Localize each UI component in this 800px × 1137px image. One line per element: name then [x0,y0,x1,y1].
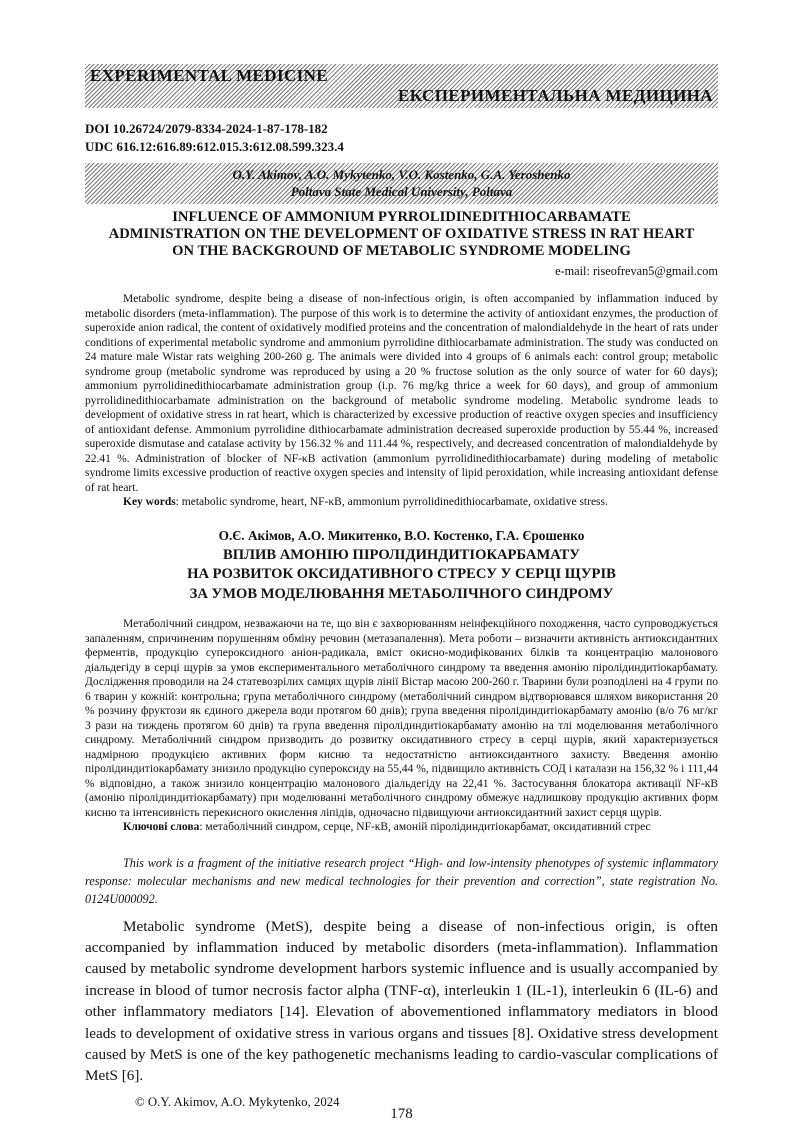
keywords-en-label: Key words [123,496,176,508]
article-title-ua-line: ЗА УМОВ МОДЕЛЮВАННЯ МЕТАБОЛІЧНОГО СИНДРОМУ [189,585,614,602]
zigzag-separator [85,839,718,846]
authors-en: O.Y. Akimov, A.O. Mykytenko, V.O. Kostenko, G.A. Yeroshenko [232,167,571,182]
authors-ua: О.Є. Акімов, А.О. Микитенко, В.О. Костенко, Г.А. Єрошенко [218,527,585,543]
article-title-en-line: INFLUENCE OF AMMONIUM PYRROLIDINEDITHIOCARBAMATE [172,209,631,225]
body-paragraph: Metabolic syndrome (MetS), despite being a disease of non-infectious origin, is often accompanied by inflammation induced by metabolic disorders (meta-inflammation). Inflammation caused by metabolic syndrome development harbors systemic influence and is usually accompanied by increase in blood of tumor necrosis factor alpha (TNF-α), interleukin 1 (IL-1), interleukin 6 (IL-6) and other inflammatory mediators [14]. Elevation of abovementioned inflammatory mediators in blood leads to development of oxidative stress in various organs and tissues [8]. Oxidative stress development caused by MetS is one of the key pathogenetic mechanisms leading to cardio-vascular complications of MetS [6]. [85,917,718,1085]
article-title-en-line: ON THE BACKGROUND OF METABOLIC SYNDROME MODELING [172,243,631,259]
abstract-en [85,292,718,510]
article-title-en [85,209,718,260]
zigzag-separator [85,283,718,290]
article-title-ua [85,546,718,605]
doi-line: DOI 10.26724/2079-8334-2024-1-87-178-182 [85,121,328,136]
keywords-ua-text: : метаболічний синдром, серце, NF-кВ, амоній піролідиндитіокарбамат, оксидативний стрес [199,821,651,833]
abstract-en-text: Metabolic syndrome, despite being a disease of non-infectious origin, is often accompanied by inflammation induced by metabolic disorders (meta-inflammation). The purpose of this work is to determine the activity of antioxidant enzymes, the production of superoxide anion radical, the content of oxidatively modified proteins and the concentration of malondialdehyde in the heart of rats under conditions of experimental metabolic syndrome and ammonium pyrrolidine dithiocarbamate administration. The study was conducted on 24 mature male Wistar rats weighing 200-260 g. The animals were divided into 4 groups of 6 animals each: control group; metabolic syndrome group (metabolic syndrome was reproduced by using a 20 % fructose solution as the only source of water for 60 days); ammonium pyrrolidinedithiocarbamate administration group (i.p. 76 mg/kg thrice a week for 60 days), and group of ammonium pyrrolidinedithiocarbamate administration on the background of metabolic syndrome modeling. Metabolic syndrome leads to development of oxidative stress in rat heart, which is characterized by excessive production of reactive oxygen species and insufficiency of antioxidant defense. Ammonium pyrrolidine dithiocarbamate administration decreased superoxide production by 55.44 %, increased superoxide dismutase and catalase activity by 156.32 % and 111.44 %, respectively, and decreased concentration of malondialdehyde by 22.41 %. Administration of blocker of NF-κB activation (ammonium pyrrolidinedithiocarbamate) during modeling of metabolic syndrome limits excessive production of reactive oxygen species and intensity of lipid peroxidation, while increasing antioxidant defense of rat heart. [85,293,718,494]
journal-section-title-en: EXPERIMENTAL MEDICINE [90,66,329,85]
zigzag-separator [85,514,718,521]
journal-section-title-ua: ЕКСПЕРИМЕНТАЛЬНА МЕДИЦИНА [398,86,713,105]
project-note: This work is a fragment of the initiative research project “High- and low-intensity phenotypes of systemic inflammatory response: molecular mechanisms and new medical technologies for their prevention and correction”, state registration No. 0124U000092. [85,855,718,906]
authors-band [85,163,718,204]
footer-copyright: © O.Y. Akimov, A.O. Mykytenko, 2024 [135,1094,340,1109]
udc-line: UDC 616.12:616.89:612.015.3:612.08.599.323.4 [85,138,344,154]
keywords-en-line [85,495,718,510]
article-title-en-line: ADMINISTRATION ON THE DEVELOPMENT OF OXIDATIVE STRESS IN RAT HEART [108,226,695,242]
page-number: 178 [390,1105,413,1122]
journal-header-band [85,64,718,108]
keywords-en-text: : metabolic syndrome, heart, NF-κB, ammonium pyrrolidinedithiocarbamate, oxidative stress. [175,496,608,508]
keywords-ua-line [85,820,718,835]
abstract-ua [85,617,718,835]
affiliation-en: Poltava State Medical University, Poltava [290,183,513,199]
abstract-ua-text: Метаболічний синдром, незважаючи на те, що він є захворюванням неінфекційного походження, часто супроводжується запаленням, спричиненим порушенням обміну речовин (метазапалення). Мета роботи – визначити активність антиоксидантних ферментів, продукцію супероксидного аніон-радикала, вміст окисно-модифікованих білків та концентрацію малонового діальдегіду в серці щурів за умов експериментального метаболічного синдрому та введення амонію піролідиндитіокарбамату. Дослідження проводили на 24 статевозрілих самцях щурів лінії Вістар масою 200-260 г. Тварини були розподілені на 4 групи по 6 тварин у кожній: контрольна; група метаболічного синдрому (метаболічний синдром відтворювався шляхом використання 20 % розчину фруктози як єдиного джерела води протягом 60 днів); група введення піролідиндитіокарбамату амонію (в/о 76 мг/кг 3 рази на тиждень протягом 60 днів) та група введення піролідиндитіокарбамату амонію на тлі моделювання метаболічного синдрому. Метаболічний синдром призводить до розвитку оксидативного стресу в серці щурів, який характеризується надмірною продукцією активних форм кисню та недостатністю антиоксидантного захисту. Введення амонію піролідиндитіокарбамату знизило продукцію супероксиду на 55,44 %, підвищило активність СОД і каталази на 156,32 % і 111,44 % відповідно, а також знизило концентрацію малонового діальдегіду на 22,41 %. Застосування блокатора активації NF-кВ (амонію піролідиндитіокарбамату) при моделюванні метаболічного синдрому обмежує надлишкову продукцію активних форм кисню та інтенсивність перекисного окислення ліпідів, одночасно підвищуючи антиоксидантний захист серця щурів. [85,618,718,819]
zigzag-separator [85,608,718,615]
article-title-ua-line: ВПЛИВ АМОНІЮ ПІРОЛІДИНДИТІОКАРБАМАТУ [223,546,580,563]
page-footer [85,1093,718,1137]
article-identifiers [85,120,718,155]
article-title-ua-line: НА РОЗВИТОК ОКСИДАТИВНОГО СТРЕСУ У СЕРЦІ ЩУРІВ [187,566,616,582]
keywords-ua-label: Ключові слова [123,821,200,833]
email-line: e-mail: riseofrevan5@gmail.com [555,264,718,278]
